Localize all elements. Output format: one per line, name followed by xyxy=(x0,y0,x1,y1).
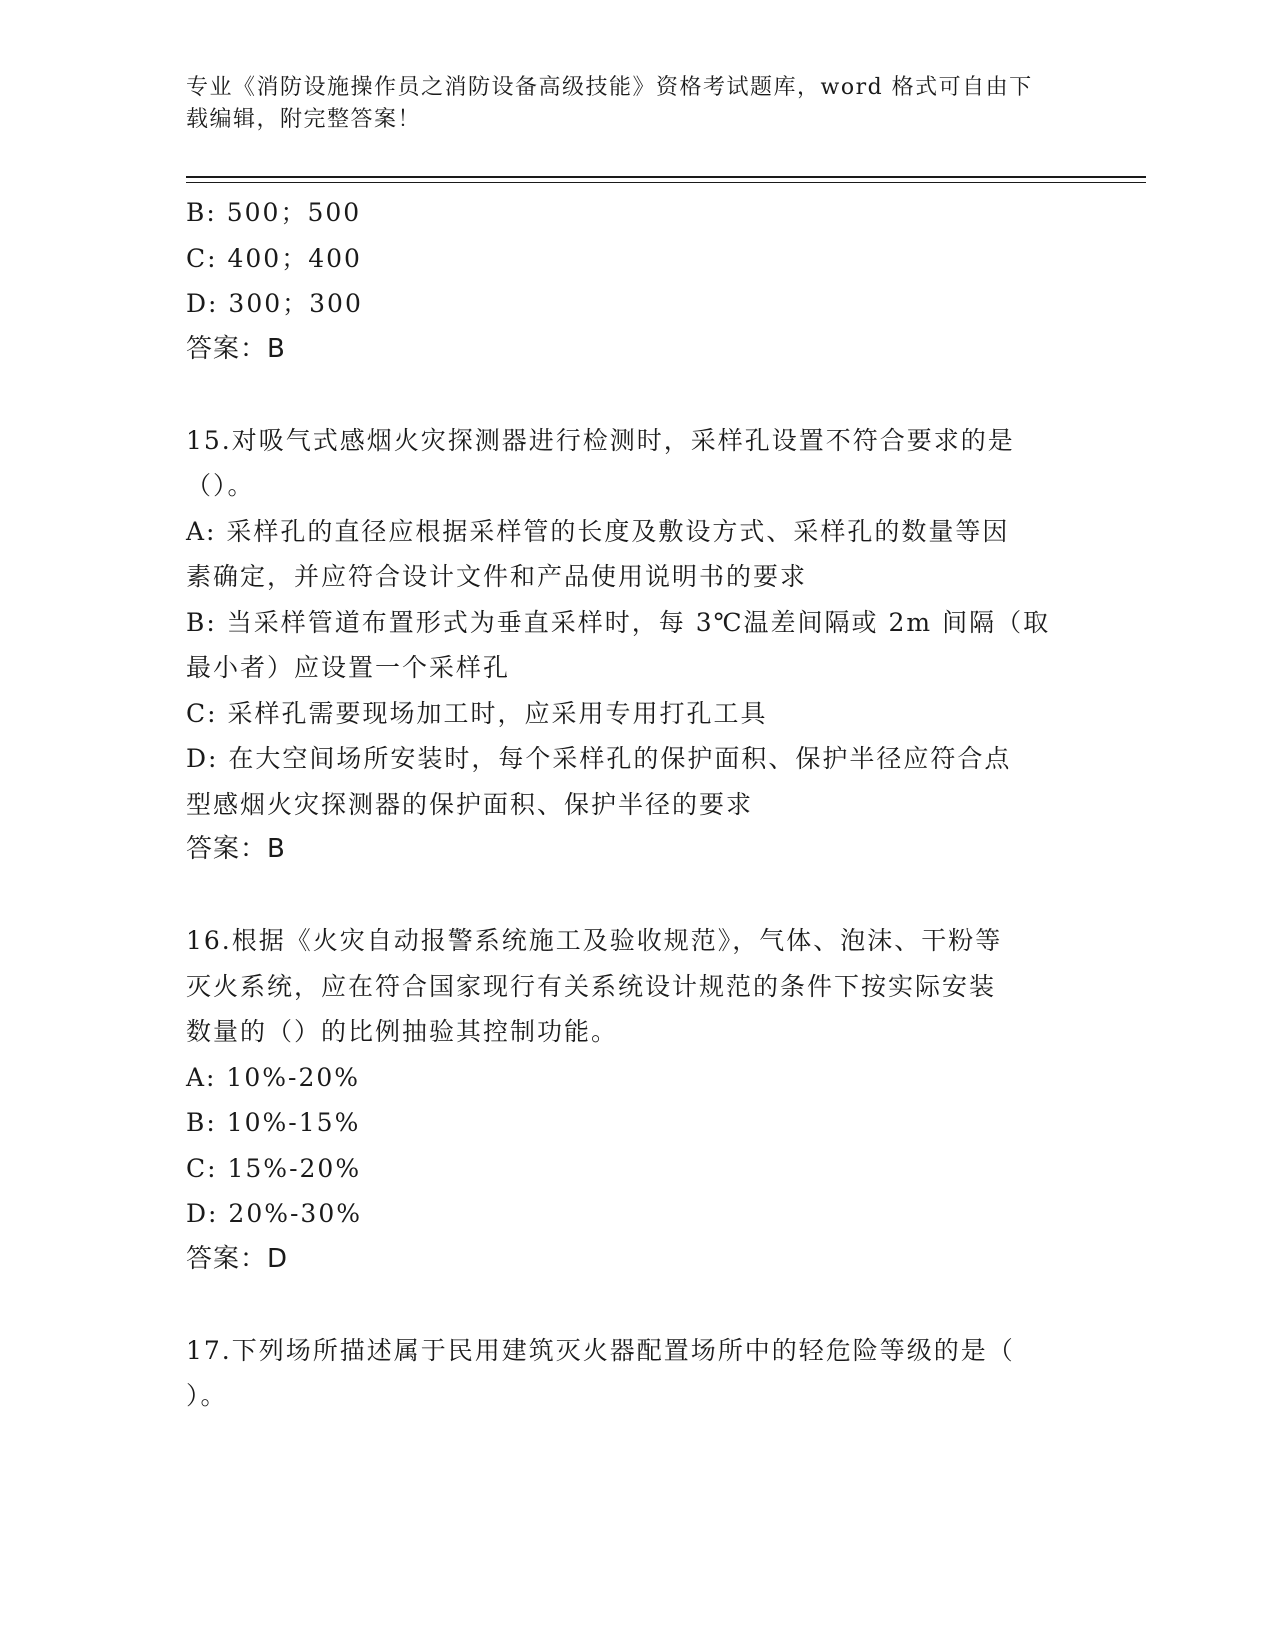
option-c: C: 采样孔需要现场加工时，应采用专用打孔工具 xyxy=(186,698,768,728)
question-17 xyxy=(186,1328,1076,1419)
question-stem-line-1: 15.对吸气式感烟火灾探测器进行检测时，采样孔设置不符合要求的是 xyxy=(186,425,1015,455)
question-content xyxy=(186,190,1076,1419)
option-b: B: 10%-15% xyxy=(186,1108,361,1137)
header-title-line-1: 专业《消防设施操作员之消防设备高级技能》资格考试题库，word 格式可自由下 xyxy=(186,75,1033,100)
question-16 xyxy=(186,918,1076,1282)
answer-line: 答案：B xyxy=(186,333,286,364)
spacer xyxy=(186,372,1076,418)
question-stem-line-1: 16.根据《火灾自动报警系统施工及验收规范》，气体、泡沫、干粉等 xyxy=(186,926,1003,955)
question-15 xyxy=(186,418,1076,873)
option-d: D: 20%-30% xyxy=(186,1199,362,1228)
question-stem-line-2: ）。 xyxy=(186,1381,228,1410)
header-title-line-2: 载编辑，附完整答案！ xyxy=(186,107,422,132)
previous-question-tail xyxy=(186,190,1076,372)
spacer xyxy=(186,1282,1076,1328)
option-b-line-2: 最小者）应设置一个采样孔 xyxy=(186,653,511,682)
option-c: C: 15%-20% xyxy=(186,1153,362,1183)
document-header xyxy=(186,72,1066,136)
answer-line: 答案：B xyxy=(186,834,286,864)
option-c: C: 400；400 xyxy=(186,243,362,273)
header-divider-thin xyxy=(186,182,1146,183)
spacer xyxy=(186,873,1076,919)
question-stem-line-1: 17.下列场所描述属于民用建筑灭火器配置场所中的轻危险等级的是（ xyxy=(186,1335,1015,1365)
answer-line: 答案：D xyxy=(186,1243,289,1274)
option-b-line-1: B: 当采样管道布置形式为垂直采样时，每 3℃温差间隔或 2m 间隔（取 xyxy=(186,607,1051,637)
option-a-line-1: A: 采样孔的直径应根据采样管的长度及敷设方式、采样孔的数量等因 xyxy=(186,516,1010,546)
option-a-line-2: 素确定，并应符合设计文件和产品使用说明书的要求 xyxy=(186,562,808,591)
question-stem-line-3: 数量的（）的比例抽验其控制功能。 xyxy=(186,1017,619,1046)
header-divider-thick xyxy=(186,176,1146,178)
question-stem-line-2: （）。 xyxy=(186,471,255,500)
option-d: D: 300；300 xyxy=(186,289,363,318)
question-stem-line-2: 灭火系统，应在符合国家现行有关系统设计规范的条件下按实际安装 xyxy=(186,971,997,1001)
option-d-line-2: 型感烟火灾探测器的保护面积、保护半径的要求 xyxy=(186,789,754,819)
option-d-line-1: D: 在大空间场所安装时，每个采样孔的保护面积、保护半径应符合点 xyxy=(186,744,1012,773)
option-b: B: 500；500 xyxy=(186,198,362,227)
option-a: A: 10%-20% xyxy=(186,1062,361,1092)
